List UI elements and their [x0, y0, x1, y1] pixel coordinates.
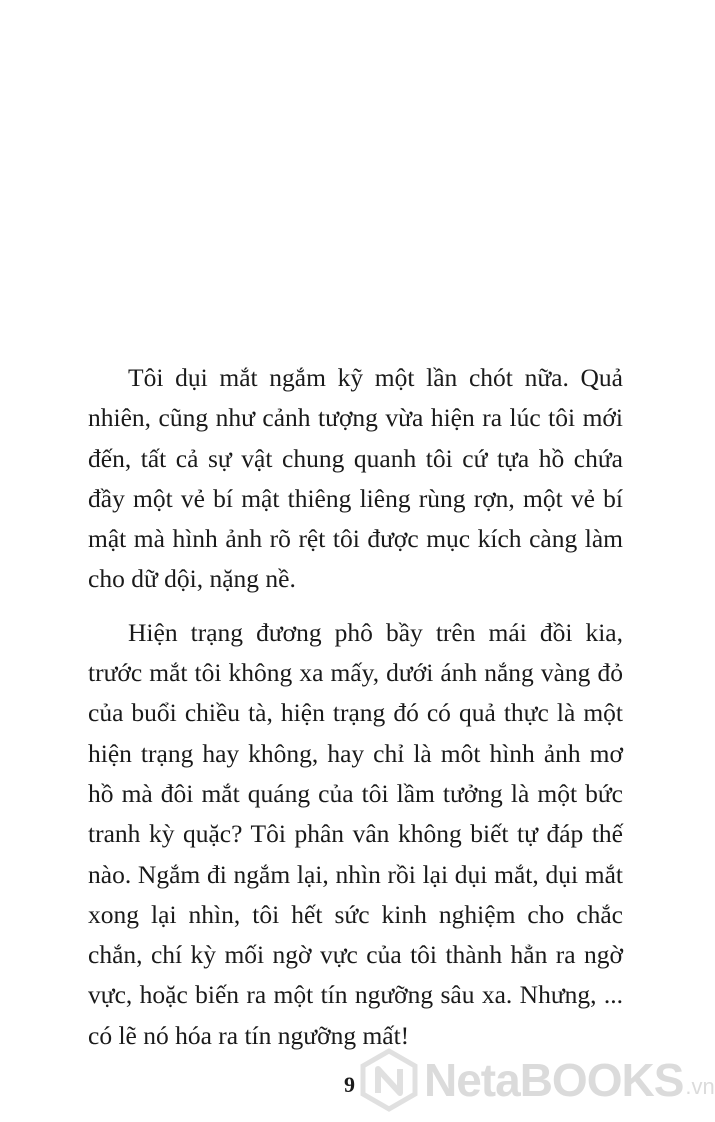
body-text	[88, 358, 623, 1056]
watermark-brand: NetaBOOKS	[424, 1054, 684, 1106]
paragraph-1: Tôi dụi mắt ngắm kỹ một lần chót nữa. Quả nhiên, cũng như cảnh tượng vừa hiện ra lúc tôi mới đến, tất cả sự vật chung quanh tôi cứ tựa hồ chứa đầy một vẻ bí mật thiêng liêng rùng rợn, một vẻ bí mật mà hình ảnh rõ rệt tôi được mục kích càng làm cho dữ dội, nặng nề.	[88, 363, 623, 594]
page-number: 9	[344, 1072, 355, 1097]
watermark-suffix: .vn	[685, 1074, 715, 1099]
paragraph-2: Hiện trạng đương phô bầy trên mái đồi kia, trước mắt tôi không xa mấy, dưới ánh nắng vàng đỏ của buổi chiều tà, hiện trạng đó có quả thực là một hiện trạng hay không, hay chỉ là môt hình ảnh mơ hồ mà đôi mắt quáng của tôi lầm tưởng là một bức tranh kỳ quặc? Tôi phân vân không biết tự đáp thế nào. Ngắm đi ngắm lại, nhìn rồi lại dụi mắt, dụi mắt xong lại nhìn, tôi hết sức kinh nghiệm cho chắc chắn, chí kỳ mối ngờ vực của tôi thành hẳn ra ngờ vực, hoặc biến ra một tín ngưỡng sâu xa. Nhưng, ... có lẽ nó hóa ra tín ngưỡng mất!	[88, 617, 623, 1050]
watermark	[360, 1045, 715, 1115]
netabooks-logo-icon	[360, 1049, 418, 1111]
